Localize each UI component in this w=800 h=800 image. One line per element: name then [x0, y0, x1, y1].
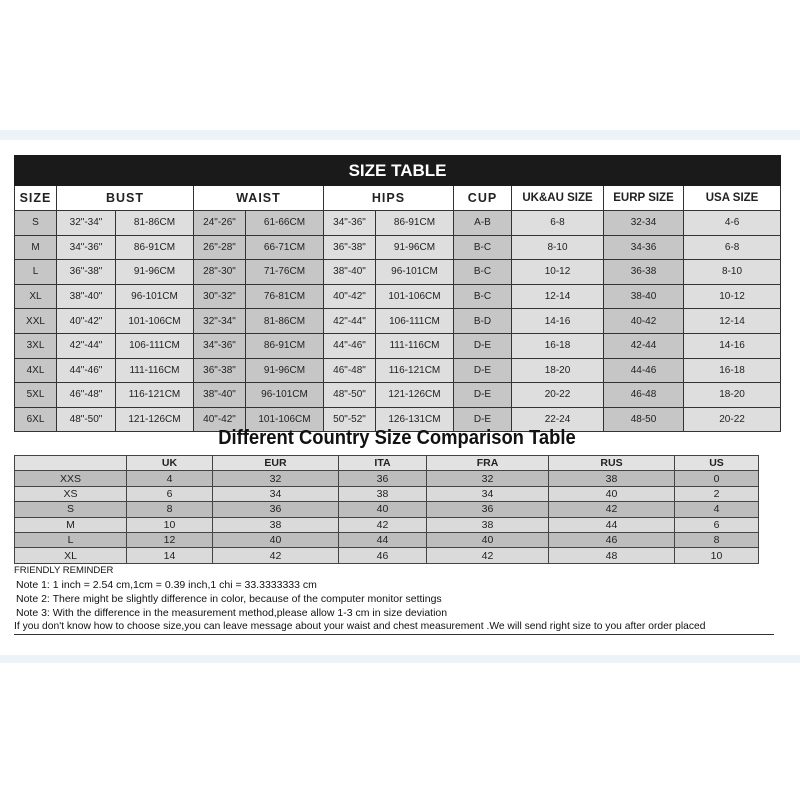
size-table-cell: 3XL [15, 333, 57, 358]
header-waist: WAIST [194, 186, 324, 211]
size-table-cell: 71-76CM [246, 260, 324, 285]
size-table-cell: B-C [454, 235, 512, 260]
size-table-cell: 6-8 [684, 235, 781, 260]
size-table-cell: B-C [454, 260, 512, 285]
comparison-cell: 12 [127, 532, 213, 547]
notes-heading: FRIENDLY REMINDER [14, 565, 114, 576]
size-table-cell: 96-101CM [246, 383, 324, 408]
size-table-cell: 48"-50" [57, 407, 116, 432]
comparison-cell: 38 [213, 517, 339, 532]
comparison-cell: 46 [549, 532, 675, 547]
size-table-cell: 40"-42" [194, 407, 246, 432]
size-table-cell: 50"-52" [324, 407, 376, 432]
size-table-cell: 6-8 [512, 211, 604, 236]
size-table-cell: 81-86CM [246, 309, 324, 334]
size-table-row [15, 235, 781, 260]
size-table-cell: L [15, 260, 57, 285]
comparison-cell: 42 [339, 517, 427, 532]
size-table-cell: 4-6 [684, 211, 781, 236]
comparison-cell: 44 [339, 532, 427, 547]
comparison-row [15, 471, 759, 486]
size-table-cell: 44-46 [604, 358, 684, 383]
size-table-cell: 24"-26" [194, 211, 246, 236]
size-table-cell: D-E [454, 407, 512, 432]
footer-note: If you don't know how to choose size,you can leave message about your waist and chest measurement .We will send right size to you after order placed [14, 620, 774, 635]
size-table-row [15, 358, 781, 383]
comparison-table-title: Different Country Size Comparison Table [218, 427, 576, 449]
comparison-cell: 40 [339, 502, 427, 517]
size-table-cell: 8-10 [684, 260, 781, 285]
header-eurp: EURP SIZE [604, 186, 684, 211]
comparison-cell: 10 [675, 548, 759, 563]
comparison-cell: 38 [339, 486, 427, 501]
notes [14, 564, 774, 635]
size-table-cell: 111-116CM [376, 333, 454, 358]
note-3: Note 3: With the difference in the measurement method,please allow 1-3 cm in size deviation [16, 607, 448, 619]
comparison-cell: 38 [549, 471, 675, 486]
size-table-cell: 36"-38" [194, 358, 246, 383]
size-table-cell: 111-116CM [116, 358, 194, 383]
size-table-cell: 18-20 [512, 358, 604, 383]
comparison-cell: 2 [675, 486, 759, 501]
comparison-cell: 36 [339, 471, 427, 486]
comparison-header-row [15, 456, 759, 471]
size-table-row [15, 284, 781, 309]
size-table-cell: 96-101CM [376, 260, 454, 285]
comparison-row [15, 532, 759, 547]
note-1: Note 1: 1 inch = 2.54 cm,1cm = 0.39 inch,1 chi = 33.3333333 cm [16, 579, 317, 591]
header-usa: USA SIZE [684, 186, 781, 211]
size-table-cell: 10-12 [512, 260, 604, 285]
size-table-cell: 86-91CM [116, 235, 194, 260]
comparison-cell: 32 [213, 471, 339, 486]
comparison-cell: 48 [549, 548, 675, 563]
header-size: SIZE [15, 186, 57, 211]
size-table-cell: 96-101CM [116, 284, 194, 309]
comparison-cell: XS [15, 486, 127, 501]
comparison-cell: 36 [213, 502, 339, 517]
size-table-cell: 28"-30" [194, 260, 246, 285]
comparison-cell: XL [15, 548, 127, 563]
size-table-cell: 42"-44" [324, 309, 376, 334]
comparison-cell: EUR [213, 456, 339, 471]
size-table-cell: 22-24 [512, 407, 604, 432]
size-table-cell: 38"-40" [57, 284, 116, 309]
comparison-cell: 32 [427, 471, 549, 486]
size-table-cell: 5XL [15, 383, 57, 408]
comparison-cell: M [15, 517, 127, 532]
size-table-cell: 46"-48" [324, 358, 376, 383]
size-table-row [15, 383, 781, 408]
header-hips: HIPS [324, 186, 454, 211]
size-table-cell: 32-34 [604, 211, 684, 236]
size-table-cell: 46"-48" [57, 383, 116, 408]
size-table-cell: XXL [15, 309, 57, 334]
comparison-cell: 46 [339, 548, 427, 563]
comparison-cell: ITA [339, 456, 427, 471]
page-band-bottom [0, 655, 800, 663]
size-table-cell: 40"-42" [324, 284, 376, 309]
comparison-cell: 34 [427, 486, 549, 501]
size-table-cell: 116-121CM [116, 383, 194, 408]
size-table-cell: 36"-38" [57, 260, 116, 285]
size-table-cell: 26"-28" [194, 235, 246, 260]
size-table-cell: 14-16 [512, 309, 604, 334]
size-table-cell: 16-18 [512, 333, 604, 358]
size-table-cell: 91-96CM [376, 235, 454, 260]
size-table-cell: 40-42 [604, 309, 684, 334]
size-table-cell: 6XL [15, 407, 57, 432]
size-table-cell: 14-16 [684, 333, 781, 358]
size-table-cell: 20-22 [684, 407, 781, 432]
comparison-cell: 4 [675, 502, 759, 517]
size-table-cell: 40"-42" [57, 309, 116, 334]
size-table-cell: 12-14 [512, 284, 604, 309]
size-table-cell: 81-86CM [116, 211, 194, 236]
size-table-cell: 46-48 [604, 383, 684, 408]
size-table-cell: D-E [454, 358, 512, 383]
comparison-cell: US [675, 456, 759, 471]
size-table-cell: 34"-36" [324, 211, 376, 236]
size-table-cell: 32"-34" [194, 309, 246, 334]
size-table-row [15, 309, 781, 334]
size-table-cell: D-E [454, 333, 512, 358]
comparison-cell: 34 [213, 486, 339, 501]
page-band-top [0, 130, 800, 140]
size-table-cell: 106-111CM [116, 333, 194, 358]
comparison-cell: 0 [675, 471, 759, 486]
size-table-cell: 32"-34" [57, 211, 116, 236]
comparison-cell: RUS [549, 456, 675, 471]
size-table-cell: 34-36 [604, 235, 684, 260]
size-table-cell: 12-14 [684, 309, 781, 334]
size-table-cell: 8-10 [512, 235, 604, 260]
size-table-cell: 42-44 [604, 333, 684, 358]
size-table-cell: 91-96CM [246, 358, 324, 383]
size-table-cell: XL [15, 284, 57, 309]
size-table-title: SIZE TABLE [15, 156, 781, 186]
size-table-cell: 91-96CM [116, 260, 194, 285]
size-table-cell: 121-126CM [116, 407, 194, 432]
page-bottom [0, 655, 800, 800]
size-table-cell: 121-126CM [376, 383, 454, 408]
comparison-cell: 6 [675, 517, 759, 532]
size-table-cell: 48"-50" [324, 383, 376, 408]
comparison-cell: 38 [427, 517, 549, 532]
size-table-cell: 76-81CM [246, 284, 324, 309]
size-table-cell: 18-20 [684, 383, 781, 408]
size-table-cell: M [15, 235, 57, 260]
comparison-cell: 42 [427, 548, 549, 563]
comparison-cell: 6 [127, 486, 213, 501]
size-table-cell: S [15, 211, 57, 236]
comparison-cell: 42 [549, 502, 675, 517]
size-table-cell: 66-71CM [246, 235, 324, 260]
comparison-cell: 14 [127, 548, 213, 563]
comparison-cell: 42 [213, 548, 339, 563]
size-table-cell: 34"-36" [57, 235, 116, 260]
header-bust: BUST [57, 186, 194, 211]
comparison-cell: 40 [427, 532, 549, 547]
size-table-cell: 61-66CM [246, 211, 324, 236]
size-table-cell: 106-111CM [376, 309, 454, 334]
size-table-row [15, 211, 781, 236]
size-table-cell: 86-91CM [246, 333, 324, 358]
size-table-cell: B-C [454, 284, 512, 309]
size-table-cell: 36-38 [604, 260, 684, 285]
size-table-cell: 101-106CM [116, 309, 194, 334]
comparison-cell: S [15, 502, 127, 517]
size-table-cell: 48-50 [604, 407, 684, 432]
comparison-cell: FRA [427, 456, 549, 471]
comparison-row [15, 486, 759, 501]
comparison-row [15, 502, 759, 517]
size-table-cell: B-D [454, 309, 512, 334]
note-2: Note 2: There might be slightly difference in color, because of the computer monitor settings [16, 593, 442, 605]
comparison-row [15, 517, 759, 532]
size-table-cell: 126-131CM [376, 407, 454, 432]
size-table-cell: D-E [454, 383, 512, 408]
comparison-cell: UK [127, 456, 213, 471]
comparison-cell: 10 [127, 517, 213, 532]
size-table-cell: A-B [454, 211, 512, 236]
size-table-cell: 10-12 [684, 284, 781, 309]
comparison-cell: 4 [127, 471, 213, 486]
size-table-cell: 34"-36" [194, 333, 246, 358]
comparison-cell: 40 [213, 532, 339, 547]
comparison-cell: 36 [427, 502, 549, 517]
size-table-cell: 38"-40" [324, 260, 376, 285]
size-table-cell: 30"-32" [194, 284, 246, 309]
comparison-cell: 8 [675, 532, 759, 547]
comparison-cell: XXS [15, 471, 127, 486]
size-table-cell: 101-106CM [246, 407, 324, 432]
header-cup: CUP [454, 186, 512, 211]
size-table-cell: 38-40 [604, 284, 684, 309]
comparison-cell: 44 [549, 517, 675, 532]
comparison-cell: 8 [127, 502, 213, 517]
size-table-cell: 101-106CM [376, 284, 454, 309]
size-table-cell: 4XL [15, 358, 57, 383]
size-table-cell: 42"-44" [57, 333, 116, 358]
comparison-table [14, 455, 759, 564]
size-table-cell: 44"-46" [57, 358, 116, 383]
size-table-cell: 36"-38" [324, 235, 376, 260]
comparison-cell: 40 [549, 486, 675, 501]
size-table-cell: 38"-40" [194, 383, 246, 408]
comparison-row [15, 548, 759, 563]
size-table-cell: 20-22 [512, 383, 604, 408]
comparison-cell: L [15, 532, 127, 547]
header-uk-au: UK&AU SIZE [512, 186, 604, 211]
size-table [14, 155, 781, 432]
size-table-cell: 116-121CM [376, 358, 454, 383]
size-table-cell: 86-91CM [376, 211, 454, 236]
comparison-cell [15, 456, 127, 471]
size-table-row [15, 333, 781, 358]
size-table-cell: 44"-46" [324, 333, 376, 358]
size-table-row [15, 260, 781, 285]
size-table-cell: 16-18 [684, 358, 781, 383]
